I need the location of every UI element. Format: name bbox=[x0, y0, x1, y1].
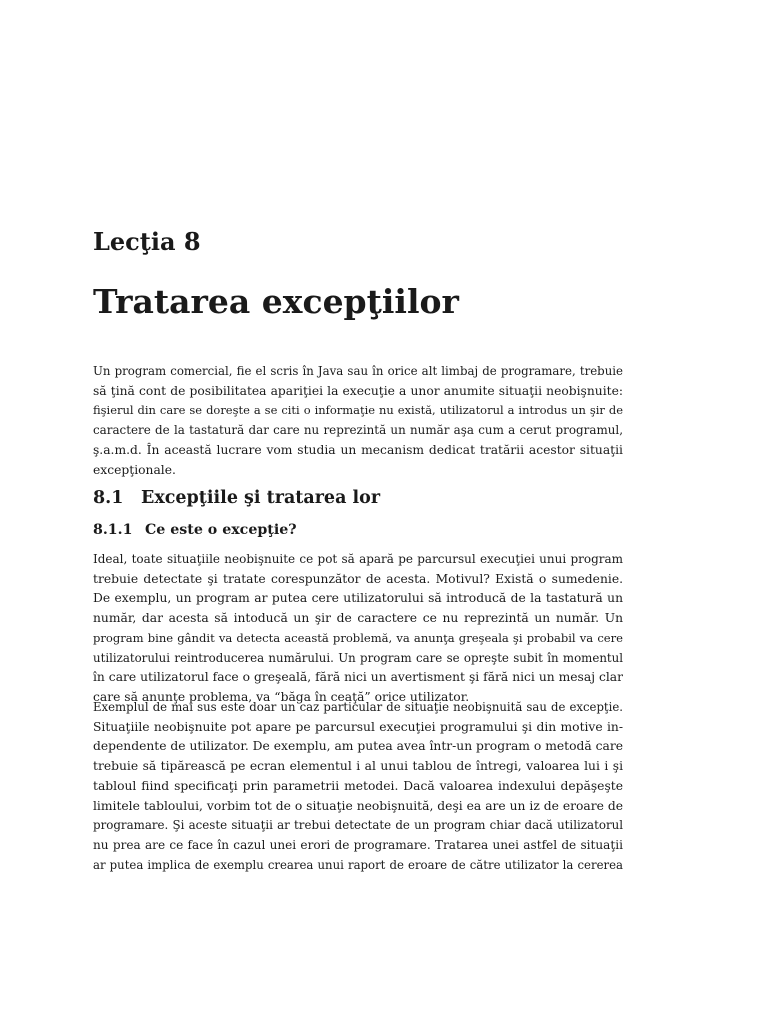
intro-line: Un program comercial, fie el scris în Java sau în orice alt limbaj de programare, trebuie bbox=[93, 364, 623, 378]
section-number: 8.1 bbox=[93, 488, 124, 508]
paragraph-line: care să anunţe problema, va “băga în ceaţă” orice utilizator. bbox=[93, 689, 470, 704]
paragraph-line: De exemplu, un program ar putea cere utilizatorului să introducă de la tastatură un bbox=[93, 591, 623, 606]
paragraph-line: nu prea are ce face în cazul unei erori de programare. Tratarea unei astfel de situaţii bbox=[93, 837, 623, 852]
paragraph-line: trebuie detectate şi tratate corespunzător de acesta. Motivul? Există o sumedenie. bbox=[93, 571, 623, 586]
subsection-title: Ce este o excepţie? bbox=[145, 522, 297, 538]
intro-line: excepţionale. bbox=[93, 462, 176, 477]
paragraph-line: programare. Şi aceste situaţii ar trebui detectate de un program chiar dacă utilizatorul bbox=[93, 818, 623, 833]
section-title: Excepţiile şi tratarea lor bbox=[141, 488, 381, 508]
intro-line: fişierul din care se doreşte a se citi o informaţie nu există, utilizatorul a introdus un şir de bbox=[93, 403, 623, 418]
paragraph-line: Ideal, toate situaţiile neobişnuite ce pot să apară pe parcursul execuţiei unui program bbox=[93, 552, 623, 566]
paragraph-1 bbox=[93, 550, 623, 708]
paragraph-line: ar putea implica de exemplu crearea unui raport de eroare de către utilizator la cererea bbox=[93, 857, 623, 872]
paragraph-line: tabloul fiind specificaţi prin parametrii metodei. Dacă valoarea indexului depăşeşte bbox=[93, 778, 623, 793]
paragraph-line: program bine gândit va detecta această problemă, va anunţa greşeala şi probabil va cere bbox=[93, 630, 623, 645]
section-heading bbox=[93, 488, 380, 508]
chapter-title: Tratarea excepţiilor bbox=[93, 282, 459, 321]
paragraph-2 bbox=[93, 698, 623, 875]
paragraph-line: Situaţiile neobişnuite pot apare pe parcursul execuţiei programului şi din motive in- bbox=[93, 719, 623, 734]
paragraph-line: trebuie să tipărească pe ecran elementul i al unui tablou de întregi, valoarea lui i şi bbox=[93, 759, 623, 774]
subsection-heading bbox=[93, 522, 297, 538]
intro-paragraph bbox=[93, 362, 623, 480]
paragraph-line: Exemplul de mai sus este doar un caz particular de situaţie neobişnuită sau de excepţie. bbox=[93, 700, 623, 714]
subsection-number: 8.1.1 bbox=[93, 522, 133, 538]
paragraph-line: număr, dar acesta să intoducă un şir de caractere ce nu reprezintă un număr. Un bbox=[93, 611, 623, 626]
intro-line: să ţină cont de posibilitatea apariţiei la execuţie a unor anumite situaţii neobişnuite: bbox=[93, 383, 623, 398]
paragraph-line: utilizatorului reintroducerea numărului. Un program care se opreşte subit în momentul bbox=[93, 650, 623, 665]
intro-line: ş.a.m.d. În această lucrare vom studia un mecanism dedicat tratării acestor situaţii bbox=[93, 442, 623, 457]
paragraph-line: limitele tabloului, vorbim tot de o situaţie neobişnuită, deşi ea are un iz de eroare de bbox=[93, 798, 623, 813]
intro-line: caractere de la tastatură dar care nu reprezintă un număr aşa cum a cerut programul, bbox=[93, 423, 623, 438]
lesson-label: Lecţia 8 bbox=[93, 227, 201, 256]
paragraph-line: în care utilizatorul face o greşeală, fără nici un avertisment şi fără nici un mesaj clar bbox=[93, 670, 623, 685]
paragraph-line: dependente de utilizator. De exemplu, am putea avea într-un program o metodă care bbox=[93, 739, 623, 754]
